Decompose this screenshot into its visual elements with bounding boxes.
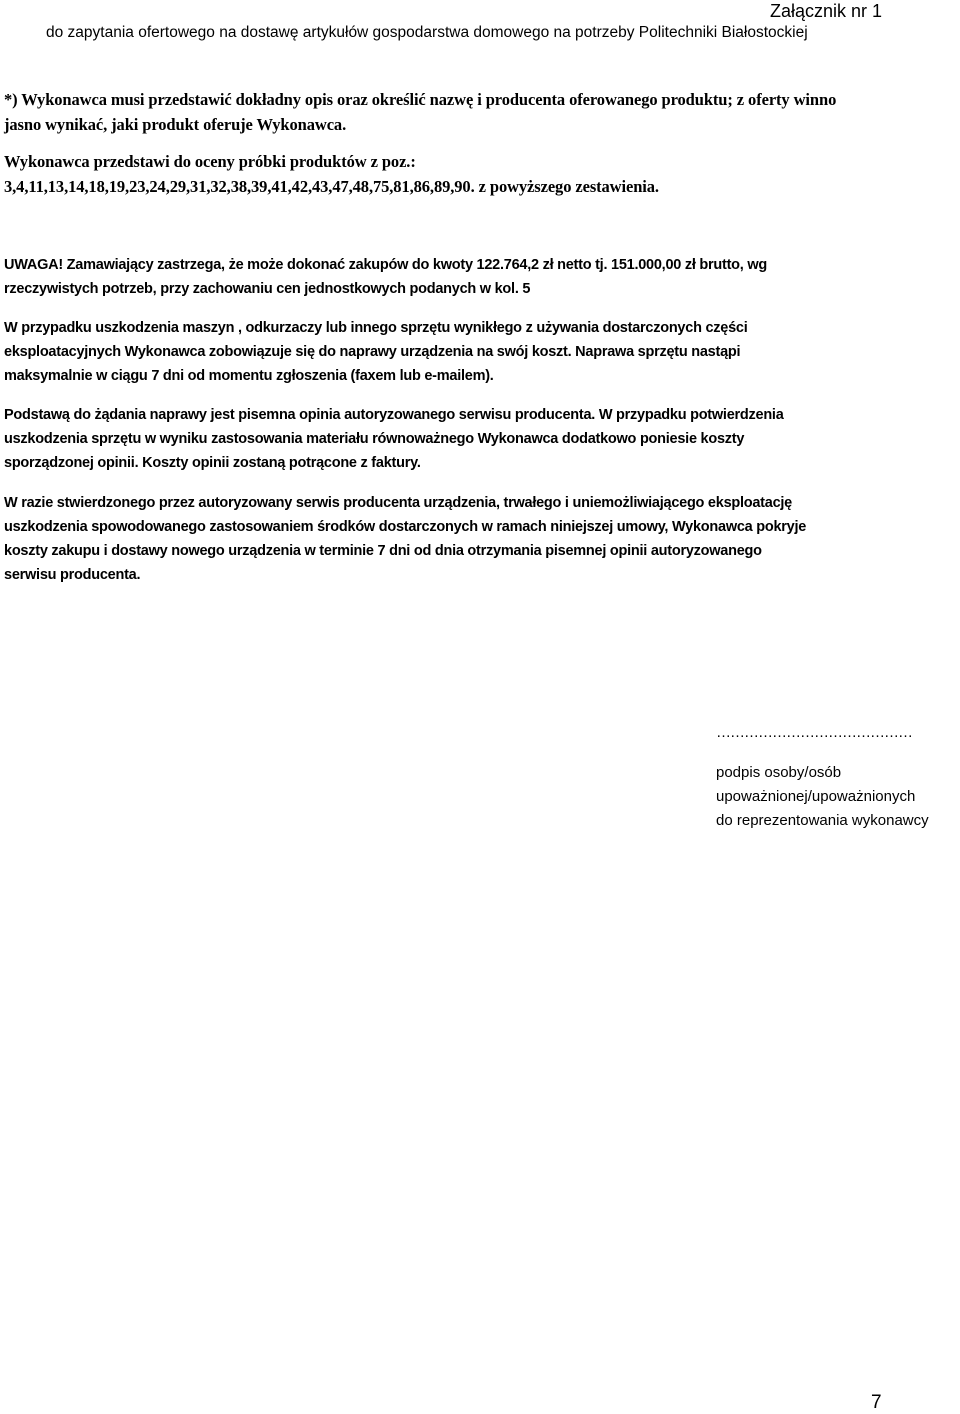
text-line: podpis osoby/osób: [716, 764, 842, 781]
text-line: W razie stwierdzonego przez autoryzowany serwis producenta urządzenia, trwałego i uniemożliwiającego eksploatację: [4, 495, 792, 511]
text-line: uszkodzenia sprzętu w wyniku zastosowania materiału równoważnego Wykonawca dodatkowo poniesie koszty: [4, 431, 745, 447]
text-line: uszkodzenia spowodowanego zastosowaniem środków dostarczonych w ramach niniejszej umowy, Wykonawca pokryje: [4, 519, 807, 535]
text-line: maksymalnie w ciągu 7 dni od momentu zgłoszenia (faxem lub e-mailem).: [4, 368, 494, 384]
paragraph-replacement: [4, 491, 956, 587]
signature-caption: [716, 761, 929, 833]
text-line: rzeczywistych potrzeb, przy zachowaniu cen jednostkowych podanych w kol. 5: [4, 281, 531, 297]
page-number: 7: [871, 1392, 882, 1413]
text-line: W przypadku uszkodzenia maszyn , odkurzaczy lub innego sprzętu wynikłego z używania dostarczonych części: [4, 320, 748, 336]
text-line: Podstawą do żądania naprawy jest pisemna opinia autoryzowanego serwisu producenta. W przypadku potwierdzenia: [4, 407, 784, 423]
text-line: eksploatacyjnych Wykonawca zobowiązuje się do naprawy urządzenia na swój koszt. Naprawa sprzętu nastąpi: [4, 344, 741, 360]
text-line: sporządzonej opinii. Koszty opinii zostaną potrącone z faktury.: [4, 455, 421, 471]
signature-block: [716, 723, 929, 833]
paragraph-notice: [4, 253, 956, 301]
paragraph-damage-repair: [4, 316, 956, 388]
document-subtitle: do zapytania ofertowego na dostawę artykułów gospodarstwa domowego na potrzeby Politechniki Białostockiej: [46, 24, 808, 41]
paragraph-product-description: [4, 88, 956, 137]
text-line: upoważnionej/upoważnionych: [716, 788, 916, 805]
text-line: 3,4,11,13,14,18,19,23,24,29,31,32,38,39,41,42,43,47,48,75,81,86,89,90. z powyższego zestawienia.: [4, 176, 659, 196]
text-line: do reprezentowania wykonawcy: [716, 812, 929, 829]
text-line: jasno wynikać, jaki produkt oferuje Wykonawca.: [4, 114, 347, 134]
text-line: *) Wykonawca musi przedstawić dokładny opis oraz określić nazwę i producenta oferowanego produktu; z oferty winno: [4, 90, 837, 109]
text-line: koszty zakupu i dostawy nowego urządzenia w terminie 7 dni od dnia otrzymania pisemnej opinii autoryzowanego: [4, 543, 762, 559]
signature-line: ……………………………………: [716, 724, 912, 741]
text-line: serwisu producenta.: [4, 567, 141, 583]
attachment-label: Załącznik nr 1: [769, 1, 882, 21]
text-line: UWAGA! Zamawiający zastrzega, że może dokonać zakupów do kwoty 122.764,2 zł netto tj. 151.000,00 zł brutto, wg: [4, 257, 767, 273]
paragraph-samples: [4, 150, 956, 199]
paragraph-service-opinion: [4, 403, 956, 475]
text-line: Wykonawca przedstawi do oceny próbki produktów z poz.:: [4, 152, 416, 171]
